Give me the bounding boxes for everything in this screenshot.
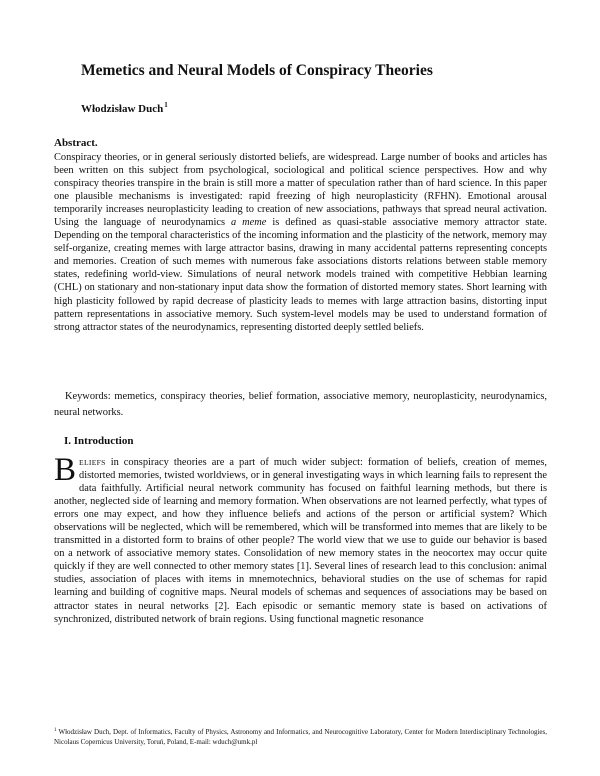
abstract-text-part2: is defined as quasi-stable associative memory attractor state. Depending on the temporal characteristics of the incoming information and the plasticity of the network, memory may self-organize, creating memes with large attractor basins, drawing in many accidental patterns representing concepts and memories. Creation of such memes with numerous fake associations distorts relations between stable memory states, redefining world-view. Simulations of neural network models trained with competitive Hebbian learning (CHL) on stationary and non-stationary input data show the formation of distorted memory states. Short learning with high plasticity followed by rapid decrease of plasticity leads to memes with large attraction basins, distorting input pattern representations in associative memory. Such system-level models may be used to understand formation of strong attractor states of the neurodynamics, representing distorted deeply settled beliefs. [54,217,547,333]
drop-cap: B [54,452,77,488]
abstract-meme-term: a meme [231,217,267,229]
abstract-heading: Abstract. [54,137,98,149]
footnote-mark: 1 [54,728,57,733]
abstract-text [54,151,547,334]
keywords: Keywords: memetics, conspiracy theories, belief formation, associative memory, neuroplasticity, neurodynamics, neural networks. [54,391,547,418]
abstract-text-part1: Conspiracy theories, or in general seriously distorted beliefs, are widespread. Large number of books and articles has been written on this subject from psychological, sociological and political science perspectives. How and why conspiracy theories transpire in the brain is still more a matter of speculation rather than of hard science. In this paper one plausible mechanisms is investigated: rapid freezing of high neuroplasticity (RFHN). Emotional arousal temporarily increases neuroplasticity leading to creation of new associations, pathways that spread neural activation. Using the language of neurodynamics [54,152,547,229]
author-line [81,101,168,115]
author-footnote-mark: 1 [164,101,168,109]
author-footnote [54,726,547,747]
intro-small-caps: ELIEFS [79,458,106,467]
section-heading-introduction: I. Introduction [64,435,134,447]
author-name: Włodzisław Duch [81,103,164,115]
introduction-paragraph [54,452,547,626]
footnote-text: Włodzisław Duch, Dept. of Informatics, Faculty of Physics, Astronomy and Informatics, and Neurocognitive Laboratory, Center for Modern Interdisciplinary Technologies, Nicolaus Copernicus University, Toruń, Poland, E-mail: wduch@umk.pl [54,728,547,746]
intro-body: in conspiracy theories are a part of much wider subject: formation of beliefs, creation of memes, distorted memories, twisted worldviews, or in general investigating ways in which learning fails to represent the data faithfully. Artificial neural network community has focused on faithful learning methods, but there is another, neglected side of learning and memory formation. When observations are not learned perfectly, what types of errors one may expect, and how they influence beliefs and actions of the person or artificial system? Which observations will be neglected, which will be remembered, which will be transformed into memes that are likely to be transmitted in a distorted form to brains of other people? The world view that we use to guide our behavior is based on a network of associative memory states. Consolidation of new memory states in the neocortex may occur quite quickly if they are well connected to other memory states [1]. Several lines of research lead to this conclusion: animal studies, association of places with items in mnemotechnics, behavioral studies on the use of schemas for rapid learning and building of cognitive maps. Neural models of schemas and sequences of associations may be based on attractor states in neural networks [2]. Each episodic or semantic memory state is based on activations of synchronized, distributed network of brain regions. Using functional magnetic resonance [54,457,547,625]
paper-title: Memetics and Neural Models of Conspiracy Theories [81,62,433,79]
